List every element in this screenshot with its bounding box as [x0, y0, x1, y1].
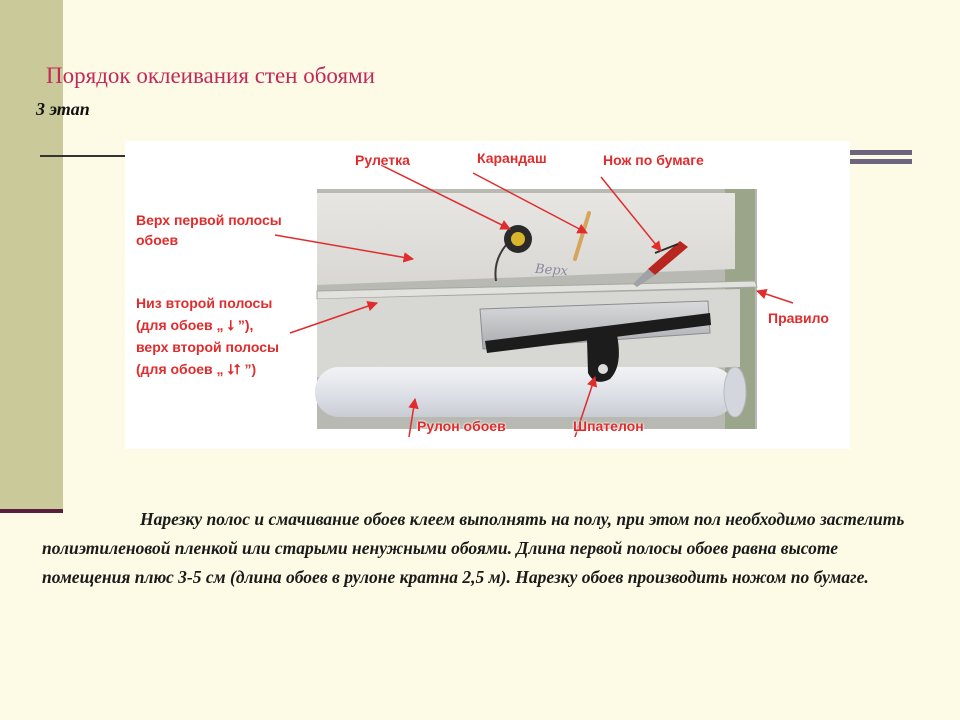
label-bottom-second-strip-2: (для обоев „ ⭣ ”),	[136, 317, 254, 333]
wallpaper-roll	[315, 367, 735, 417]
divider-line-right	[850, 150, 912, 164]
divider-line-left	[40, 155, 126, 157]
instruction-paragraph: Нарезку полос и смачивание обоев клеем выполнять на полу, при этом пол необходимо застелить полиэтиленовой пленкой или старыми ненужными обоями. Длина первой полосы обоев равна высоте помещения плюс 3-5 см (длина обоев в рулоне кратна 2,5 м). Нарезку обоев производить ножом по бумаге.	[42, 509, 905, 587]
label-pencil: Карандаш	[477, 150, 547, 166]
pencil-mark: Верх	[534, 261, 569, 280]
label-top-first-strip-2: обоев	[136, 232, 179, 248]
tools-photo	[125, 141, 850, 449]
label-bottom-second-strip-1: Низ второй полосы	[136, 295, 273, 311]
label-spatula: Шпателон	[573, 418, 644, 434]
label-top-first-strip-1: Верх первой полосы	[136, 212, 282, 228]
label-top-second-strip-1: верх второй полосы	[136, 339, 279, 355]
label-top-second-strip-2: (для обоев „ ⭣⭡ ”)	[136, 361, 257, 377]
label-paper-knife: Нож по бумаге	[603, 152, 704, 168]
label-straightedge: Правило	[768, 310, 829, 326]
stage-label: 3 этап	[36, 99, 90, 119]
label-tape-measure: Рулетка	[355, 152, 410, 168]
label-wallpaper-roll: Рулон обоев	[417, 418, 506, 434]
slide-title: Порядок оклеивания стен обоями	[46, 63, 375, 88]
